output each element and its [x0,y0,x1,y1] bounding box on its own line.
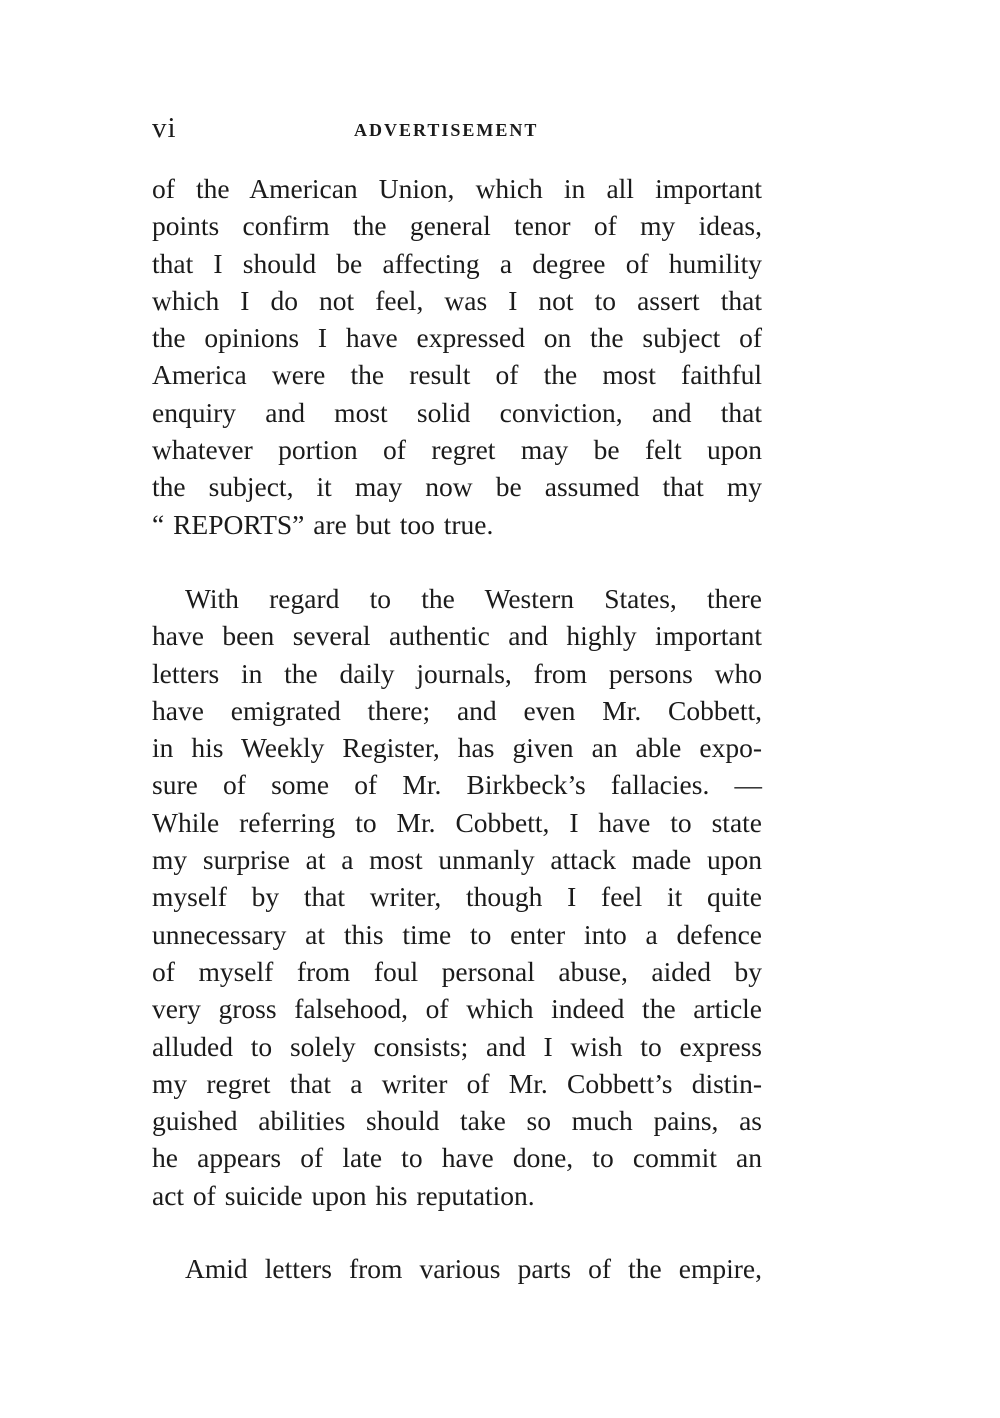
text-line: letters in the daily journals, from persons who [152,657,762,689]
paragraph-western-states [152,580,762,1214]
paragraph-letters [152,1250,762,1287]
text-line: of the American Union, which in all important [152,173,762,204]
page-number: vi [152,112,177,144]
text-line: have emigrated there; and even Mr. Cobbett, [152,694,762,726]
text-line: my surprise at a most unmanly attack made upon [152,844,762,876]
text-line: Amid letters from various parts of the empire, [185,1253,762,1284]
text-line: sure of some of Mr. Birkbeck’s fallacies. — [152,769,762,801]
text-line: that I should be affecting a degree of humility [152,247,762,279]
text-line: myself by that writer, though I feel it quite [152,881,762,913]
text-line: have been several authentic and highly important [152,620,762,652]
text-line: enquiry and most solid conviction, and that [152,396,762,428]
text-line: in his Weekly Register, has given an able expo- [152,732,762,764]
text-line: of myself from foul personal abuse, aided by [152,955,762,987]
paragraph-continuation [152,170,762,543]
text-line: “ REPORTS” are but too true. [152,508,494,540]
text-line: the opinions I have expressed on the subject of [152,322,762,354]
text-line: which I do not feel, was I not to assert that [152,284,762,316]
running-title: ADVERTISEMENT [354,120,539,140]
text-line: act of suicide upon his reputation. [152,1179,535,1211]
text-line: While referring to Mr. Cobbett, I have to state [152,806,762,838]
text-line: very gross falsehood, of which indeed the article [152,993,762,1025]
running-head [152,112,762,148]
text-line: alluded to solely consists; and I wish to express [152,1030,762,1062]
text-line: the subject, it may now be assumed that my [152,471,762,503]
text-line: With regard to the Western States, there [185,583,762,614]
text-line: unnecessary at this time to enter into a defence [152,918,762,950]
text-line: my regret that a writer of Mr. Cobbett’s distin- [152,1067,762,1099]
text-line: points confirm the general tenor of my ideas, [152,210,762,242]
text-line: whatever portion of regret may be felt upon [152,434,762,466]
text-line: America were the result of the most faithful [152,359,762,391]
text-line: guished abilities should take so much pains, as [152,1105,762,1137]
text-line: he appears of late to have done, to commit an [152,1142,762,1174]
